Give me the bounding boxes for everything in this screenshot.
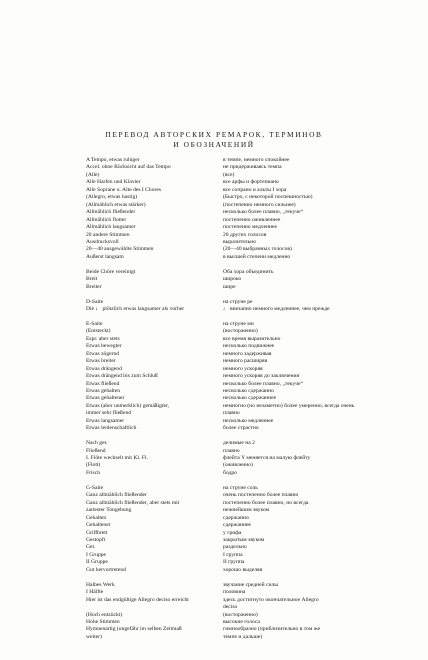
glossary-row (0, 619, 428, 626)
german-term: Fließend (86, 447, 106, 454)
german-term: Accel. ohne Rücksicht auf das Tempo (86, 164, 171, 171)
glossary-row (0, 269, 428, 276)
german-term: (Entsteckt) (86, 328, 111, 335)
german-term: Breiter (86, 283, 102, 290)
russian-translation: не придерживаясь темпа (223, 164, 282, 171)
german-term: Etwas fließend (86, 380, 120, 387)
german-term: (Alle) (86, 171, 100, 178)
glossary-row (0, 500, 428, 507)
russian-translation: I группа (223, 551, 243, 558)
glossary-row (0, 530, 428, 537)
glossary-row (0, 522, 428, 529)
glossary-row (0, 179, 428, 186)
german-term: (Flott) (86, 462, 101, 469)
glossary-row (0, 418, 428, 425)
russian-translation: Оба хора объединить (223, 268, 274, 275)
glossary-row (0, 582, 428, 589)
german-term: Gestopft (86, 537, 106, 543)
glossary-row (0, 403, 428, 410)
russian-translation: несколько более плавно, „текуче“ (223, 380, 304, 387)
german-term: Die ♩ plötzlich etwas langsamer als vorher (86, 306, 185, 312)
german-term: (Allegro, etwas hastig) (86, 194, 138, 201)
russian-translation: (оживленно) (223, 462, 253, 469)
glossary-row (0, 276, 428, 283)
glossary-row (0, 574, 428, 581)
german-term: Etwas gehaltener (86, 395, 125, 402)
glossary-row (0, 612, 428, 619)
russian-translation: (все) (223, 171, 235, 178)
russian-translation: плавно (223, 410, 240, 417)
glossary-row (0, 373, 428, 380)
glossary-row (0, 217, 428, 224)
russian-translation: очень постепенно более плавно (223, 492, 299, 499)
german-term: (Hoch entzückt) (86, 611, 123, 618)
glossary-row (0, 328, 428, 335)
glossary-row (0, 209, 428, 216)
russian-translation: deciso (223, 604, 238, 610)
russian-translation: несколько сдержанно (223, 388, 274, 394)
german-term: A Tempo, etwas ruhiger (86, 157, 140, 163)
glossary-row (0, 597, 428, 604)
glossary-row (0, 366, 428, 373)
glossary-row (0, 381, 428, 388)
german-term: Etwas langsamer (86, 417, 125, 424)
russian-translation: 20 других голосов (223, 231, 267, 238)
german-term: Hier ist das endgültige Allegro deciso erreicht (86, 596, 189, 603)
german-term: Alle Harfen und Klavier (86, 179, 141, 186)
german-term: (Allmählich etwas stärker) (86, 201, 146, 208)
german-term: 20—40 ausgewählte Stimmen (86, 246, 154, 253)
glossary-row (0, 239, 428, 246)
german-term: Allmählich fließender (86, 209, 136, 216)
glossary-row (0, 299, 428, 306)
russian-translation: немногно (но незаметно) более умеренно, всегда очень (223, 402, 355, 409)
glossary-row (0, 172, 428, 179)
glossary-row (0, 559, 428, 566)
russian-translation: темпе и дальше) (223, 633, 263, 640)
german-term: Frisch (86, 469, 100, 476)
glossary-row (0, 455, 428, 462)
russian-translation: сдержаннее (223, 522, 251, 528)
german-term: Beide Chöre vereinigt (86, 268, 136, 275)
glossary-row (0, 552, 428, 559)
german-term: Etwas leidenschaftlich (86, 425, 137, 432)
russian-translation: (восторженно) (223, 611, 258, 618)
glossary-row (0, 314, 428, 321)
russian-translation: II группа (223, 559, 245, 566)
glossary-row (0, 351, 428, 358)
german-term: Gehaltener (86, 522, 111, 528)
russian-translation: шире (223, 283, 236, 290)
glossary-row (0, 634, 428, 641)
glossary-row (0, 388, 428, 395)
russian-translation: закрытым звуком (223, 537, 265, 543)
glossary-row (0, 492, 428, 499)
glossary-row (0, 187, 428, 194)
glossary-row (0, 343, 428, 350)
glossary-row (0, 477, 428, 484)
russian-translation: ♩ внезапно немного медленнее, чем прежде (223, 306, 330, 312)
german-term: I. Flöte wechselt mit Kl. Fl. (86, 455, 148, 461)
russian-translation: в высшей степени медленно (223, 253, 291, 260)
glossary-row (0, 433, 428, 440)
german-term: immer sehr fließend (86, 410, 132, 417)
german-term: Alle Soprane u. Alte des I Chores (86, 186, 162, 193)
russian-translation: постепенно более плавно, но всегда (223, 499, 309, 506)
russian-translation: (постепенно немного сильнее) (223, 201, 296, 208)
glossary-row (0, 589, 428, 596)
glossary-row (0, 284, 428, 291)
russian-translation: все сопрано и альты I хора (223, 186, 287, 193)
glossary-row (0, 194, 428, 201)
russian-translation: более страстно (223, 425, 259, 432)
russian-translation: (Быстро, с некоторой поспешностью) (223, 194, 313, 201)
glossary-row (0, 261, 428, 268)
russian-translation: на струне соль (223, 484, 258, 491)
glossary-row (0, 462, 428, 469)
russian-translation: все время выразительно (223, 335, 281, 342)
russian-translation: здесь достигнуто окончательное Allegro (223, 596, 319, 603)
russian-translation: немного расширяя (223, 358, 268, 365)
russian-translation: плавно (223, 447, 240, 454)
german-term: Etwas gehalten (86, 388, 121, 394)
russian-translation: постепенно медленнее (223, 224, 278, 231)
glossary-row (0, 224, 428, 231)
russian-translation: широко (223, 276, 242, 283)
german-term: G-Saite (86, 484, 104, 491)
russian-translation: (восторженно) (223, 328, 258, 335)
glossary-row (0, 291, 428, 298)
glossary-row (0, 425, 428, 432)
russian-translation: половина (223, 589, 246, 596)
russian-translation: (20—40 выбранных голосов) (223, 246, 292, 253)
russian-translation: выразительно (223, 238, 256, 245)
glossary-row (0, 626, 428, 633)
russian-translation: хорошо выделяя (223, 566, 263, 573)
russian-translation: постепенно оживленнее (223, 216, 281, 223)
russian-translation: немного ускоряя до заключения (223, 373, 300, 380)
german-term: Etwas drängend (86, 365, 122, 372)
russian-translation: на струне ми (223, 320, 254, 327)
russian-translation: делимые на 2 (223, 440, 255, 447)
glossary-row (0, 232, 428, 239)
german-term: Ganz allmählich fließender, aber stets mit (86, 499, 180, 506)
german-term: Gehalten (86, 514, 107, 521)
glossary-row (0, 246, 428, 253)
german-term: Etwas zögernd (86, 350, 120, 357)
glossary-row (0, 202, 428, 209)
glossary-row (0, 410, 428, 417)
german-term: Etwas drängend bis zum Schluß (86, 373, 158, 380)
german-term: Hohe Stimmen (86, 618, 120, 625)
german-term: I Hälfte (86, 589, 104, 596)
glossary-row (0, 358, 428, 365)
glossary-row (0, 537, 428, 544)
german-term: Etwas breiter (86, 358, 116, 365)
glossary-row (0, 507, 428, 514)
glossary-row (0, 544, 428, 551)
russian-translation: несколько медленнее (223, 417, 274, 424)
german-term: Ganz allmählich fließender (86, 492, 147, 499)
page-title: ПЕРЕВОД АВТОРСКИХ РЕМАРОК, ТЕРМИНОВ (105, 130, 323, 139)
russian-translation: нежнейшим звуком (223, 507, 270, 514)
russian-translation: на струне ре (223, 298, 253, 305)
glossary-row (0, 470, 428, 477)
russian-translation: несколько сдержаннее (223, 395, 277, 402)
russian-translation: у грифа (223, 529, 242, 536)
german-term: weiter) (86, 633, 102, 640)
russian-translation: несколько более плавно, „текуче“ (223, 209, 304, 216)
german-term: I Gruppe (86, 551, 107, 558)
german-term: Halbes Werk (86, 581, 115, 588)
german-term: Get. (86, 544, 96, 551)
glossary-row (0, 254, 428, 261)
glossary-row (0, 395, 428, 402)
russian-translation: немного задерживая (223, 350, 272, 357)
german-term: Äußerst langsam (86, 253, 124, 260)
german-term: D-Saite (86, 298, 104, 305)
glossary-row (0, 604, 428, 611)
russian-translation: все арфы и фортепиано (223, 179, 279, 186)
german-term: Allmählich flotter (86, 216, 127, 223)
german-term: Nach get. (86, 440, 108, 447)
glossary-row (0, 321, 428, 328)
glossary-row (0, 336, 428, 343)
russian-translation: немного ускоряя (223, 365, 263, 372)
german-term: Gut hervortretend (86, 566, 126, 573)
german-term: Griffbrett (86, 529, 108, 536)
german-term: Hymnenartig (ungefähr im selben Zeitmaß (86, 626, 182, 633)
german-term: Breit (86, 276, 98, 283)
russian-translation: сдержанно (223, 514, 249, 521)
german-term: II Gruppe (86, 559, 108, 566)
glossary-row (0, 157, 428, 164)
glossary-row (0, 448, 428, 455)
glossary-row (0, 306, 428, 313)
russian-translation: гимнообразно (приблизительно в том же (223, 626, 321, 633)
russian-translation: звучание средней силы (223, 581, 279, 588)
russian-translation: бодро (223, 469, 237, 476)
russian-translation: несколько подвижнее (223, 343, 275, 350)
german-term: Ausdrucksvoll (86, 238, 119, 245)
russian-translation: раздельно (223, 544, 247, 551)
german-term: zartester Tongebung (86, 507, 132, 514)
russian-translation: в темпе, немного спокойнее (223, 157, 290, 163)
glossary-row (0, 567, 428, 574)
page-subtitle: И ОБОЗНАЧЕНИЙ (173, 140, 255, 149)
russian-translation: высокие голоса (223, 618, 260, 625)
glossary-row (0, 164, 428, 171)
german-term: 20 andere Stimmen (86, 231, 130, 238)
glossary-row (0, 515, 428, 522)
glossary-row (0, 485, 428, 492)
german-term: Espr. aber stets (86, 335, 120, 342)
russian-translation: флейта Y меняется на малую флейту (223, 455, 311, 461)
german-term: E-Saite (86, 320, 103, 327)
glossary-row (0, 440, 428, 447)
german-term: Etwas bewegter (86, 343, 122, 350)
german-term: Allmählich langsamer (86, 224, 136, 231)
german-term: Etwas (aber unmerklich) gemäßigter, (86, 402, 170, 409)
